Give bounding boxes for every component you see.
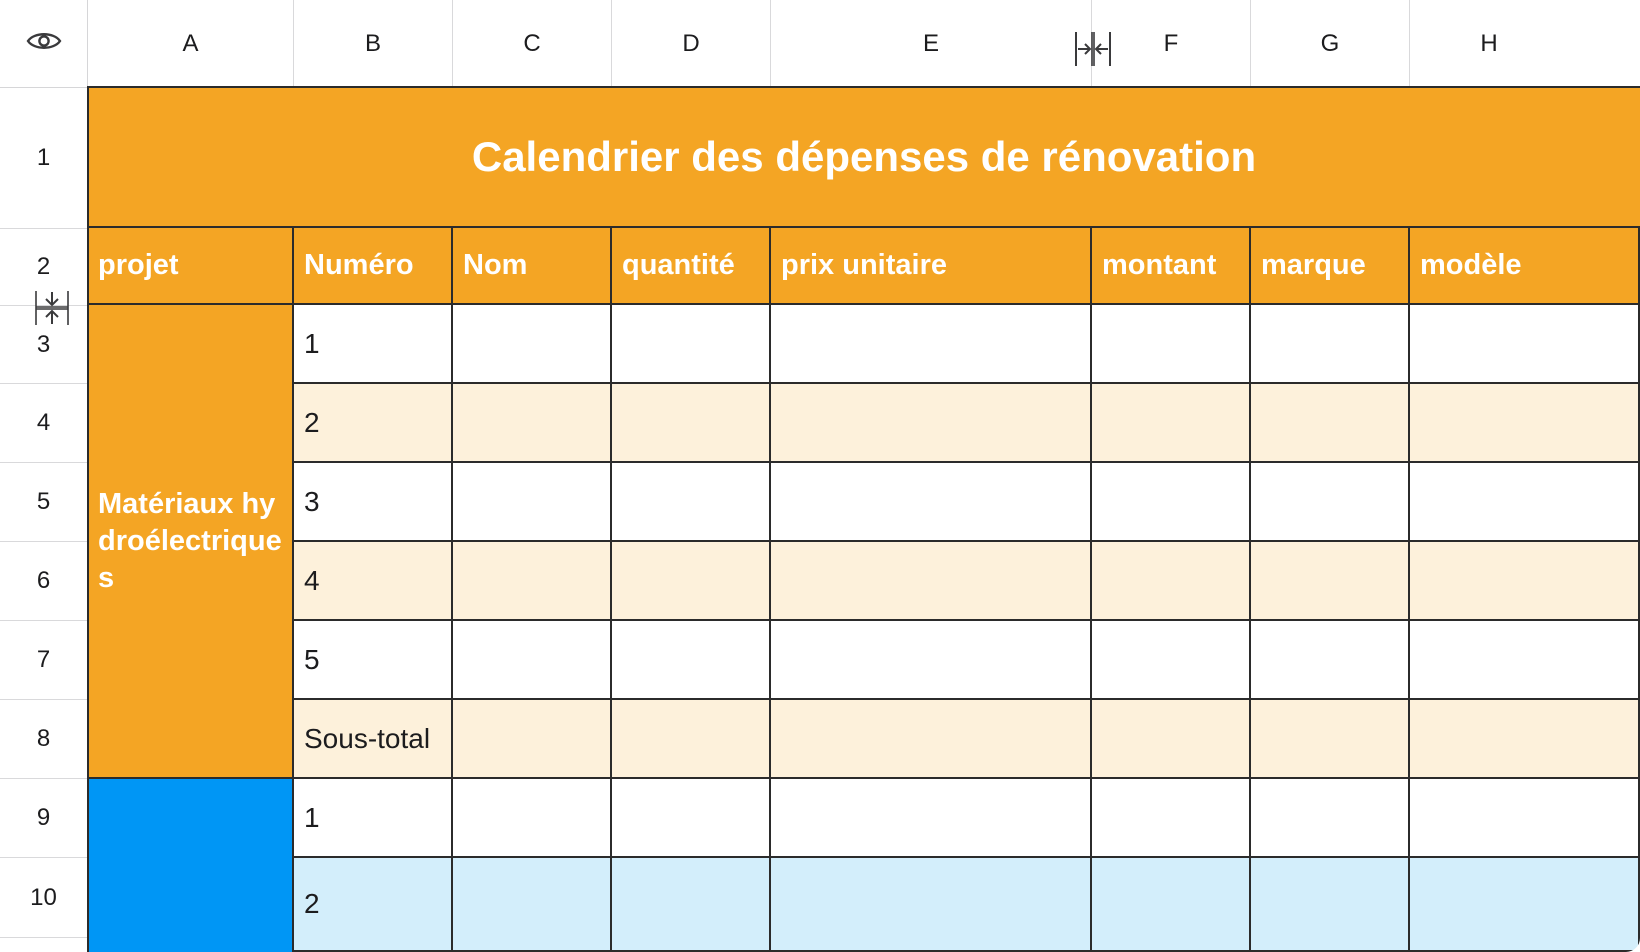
header-cell-nom[interactable] bbox=[453, 228, 612, 305]
column-header-c[interactable] bbox=[453, 0, 612, 88]
project-cell-orange[interactable] bbox=[88, 305, 294, 779]
row-header-4[interactable] bbox=[0, 384, 88, 463]
table-cell[interactable] bbox=[1251, 779, 1410, 858]
numero-cell[interactable] bbox=[294, 700, 453, 779]
header-cell-montant[interactable] bbox=[1092, 228, 1251, 305]
table-cell[interactable] bbox=[612, 621, 771, 700]
table-cell[interactable] bbox=[1092, 858, 1251, 952]
table-cell[interactable] bbox=[1410, 858, 1640, 952]
table-cell[interactable] bbox=[612, 463, 771, 542]
row-header-6[interactable] bbox=[0, 542, 88, 621]
table-cell[interactable] bbox=[612, 305, 771, 384]
numero-value: 5 bbox=[304, 643, 320, 675]
table-cell[interactable] bbox=[453, 700, 612, 779]
column-label: B bbox=[364, 29, 381, 57]
table-cell[interactable] bbox=[1251, 542, 1410, 621]
table-cell[interactable] bbox=[1251, 858, 1410, 952]
project-label: Matériaux hydroélectriques bbox=[98, 487, 282, 594]
table-cell[interactable] bbox=[1092, 384, 1251, 463]
numero-value: 1 bbox=[304, 327, 320, 359]
row-label: 5 bbox=[36, 488, 51, 515]
row-label: 1 bbox=[36, 144, 51, 171]
header-cell-projet[interactable] bbox=[88, 228, 294, 305]
table-cell[interactable] bbox=[612, 542, 771, 621]
table-cell[interactable] bbox=[771, 384, 1092, 463]
numero-cell[interactable] bbox=[294, 621, 453, 700]
table-cell[interactable] bbox=[453, 779, 612, 858]
column-header-g[interactable] bbox=[1251, 0, 1410, 88]
top-border bbox=[87, 86, 1640, 88]
table-cell[interactable] bbox=[453, 463, 612, 542]
table-cell[interactable] bbox=[453, 384, 612, 463]
table-cell[interactable] bbox=[453, 305, 612, 384]
numero-value: 4 bbox=[304, 564, 320, 596]
left-border bbox=[87, 87, 89, 952]
row-header-1[interactable] bbox=[0, 88, 88, 229]
header-label: prix unitaire bbox=[781, 249, 947, 281]
table-cell[interactable] bbox=[1410, 700, 1640, 779]
header-label: quantité bbox=[622, 249, 735, 281]
header-corner[interactable] bbox=[0, 0, 88, 88]
table-cell[interactable] bbox=[1251, 305, 1410, 384]
row-label: 10 bbox=[30, 883, 57, 911]
row-header-9[interactable] bbox=[0, 779, 88, 858]
table-cell[interactable] bbox=[771, 542, 1092, 621]
row-label: 6 bbox=[36, 567, 51, 594]
column-header-b[interactable] bbox=[294, 0, 453, 88]
header-label: projet bbox=[98, 249, 179, 281]
table-cell[interactable] bbox=[453, 621, 612, 700]
table-cell[interactable] bbox=[1410, 463, 1640, 542]
table-cell[interactable] bbox=[612, 779, 771, 858]
table-cell[interactable] bbox=[771, 779, 1092, 858]
row-label: 4 bbox=[36, 409, 51, 436]
header-label: marque bbox=[1261, 249, 1366, 281]
numero-value: 2 bbox=[304, 888, 320, 919]
table-cell[interactable] bbox=[1092, 621, 1251, 700]
column-label: F bbox=[1163, 29, 1179, 57]
table-cell[interactable] bbox=[1410, 621, 1640, 700]
table-cell[interactable] bbox=[771, 305, 1092, 384]
column-header-d[interactable] bbox=[612, 0, 771, 88]
column-header-f[interactable] bbox=[1092, 0, 1251, 88]
table-cell[interactable] bbox=[1092, 542, 1251, 621]
column-header-h[interactable] bbox=[1410, 0, 1640, 88]
column-label: A bbox=[182, 29, 199, 57]
table-cell[interactable] bbox=[1251, 700, 1410, 779]
table-cell[interactable] bbox=[1251, 621, 1410, 700]
header-label: montant bbox=[1102, 249, 1217, 281]
numero-cell[interactable] bbox=[294, 463, 453, 542]
table-cell[interactable] bbox=[453, 858, 612, 952]
column-header-e[interactable] bbox=[771, 0, 1092, 88]
table-title-cell[interactable] bbox=[88, 87, 1640, 228]
eye-icon[interactable] bbox=[26, 29, 62, 58]
row-label: 9 bbox=[36, 804, 51, 831]
column-resize-icon[interactable] bbox=[1073, 30, 1113, 73]
row-resize-icon[interactable] bbox=[35, 290, 69, 331]
numero-value: 3 bbox=[304, 485, 320, 517]
table-cell[interactable] bbox=[1092, 700, 1251, 779]
row-label: 7 bbox=[36, 646, 51, 673]
table-cell[interactable] bbox=[612, 858, 771, 952]
header-cell-numero[interactable] bbox=[294, 228, 453, 305]
header-cell-marque[interactable] bbox=[1251, 228, 1410, 305]
table-cell[interactable] bbox=[1410, 384, 1640, 463]
numero-cell[interactable] bbox=[294, 858, 453, 952]
header-label: Nom bbox=[463, 249, 528, 281]
table-title: Calendrier des dépenses de rénovation bbox=[471, 132, 1257, 180]
column-label: D bbox=[682, 29, 700, 57]
column-label: G bbox=[1320, 29, 1340, 57]
numero-value: 2 bbox=[304, 406, 320, 438]
numero-value: Sous-total bbox=[304, 722, 431, 754]
header-label: modèle bbox=[1420, 249, 1522, 281]
header-cell-prix-unitaire[interactable] bbox=[771, 228, 1092, 305]
row-header-10[interactable] bbox=[0, 858, 88, 938]
column-label: E bbox=[922, 29, 939, 57]
header-cell-quantite[interactable] bbox=[612, 228, 771, 305]
numero-value: 1 bbox=[304, 801, 320, 833]
table-cell[interactable] bbox=[771, 858, 1092, 952]
column-label: C bbox=[523, 29, 541, 57]
numero-cell[interactable] bbox=[294, 542, 453, 621]
row-label: 2 bbox=[36, 253, 51, 280]
table-cell[interactable] bbox=[1251, 463, 1410, 542]
table-cell[interactable] bbox=[1410, 779, 1640, 858]
header-cell-modele[interactable] bbox=[1410, 228, 1640, 305]
header-label: Numéro bbox=[304, 249, 414, 281]
row-header-5[interactable] bbox=[0, 463, 88, 542]
table-cell[interactable] bbox=[1092, 305, 1251, 384]
table-cell[interactable] bbox=[771, 700, 1092, 779]
row-label: 3 bbox=[36, 330, 51, 358]
table-cell[interactable] bbox=[1410, 305, 1640, 384]
numero-cell[interactable] bbox=[294, 384, 453, 463]
table-cell[interactable] bbox=[771, 463, 1092, 542]
numero-cell[interactable] bbox=[294, 779, 453, 858]
table-cell[interactable] bbox=[1092, 463, 1251, 542]
column-header-a[interactable] bbox=[88, 0, 294, 88]
row-label: 8 bbox=[36, 725, 51, 752]
numero-cell[interactable] bbox=[294, 305, 453, 384]
table-cell[interactable] bbox=[453, 542, 612, 621]
row-header-7[interactable] bbox=[0, 621, 88, 700]
table-cell[interactable] bbox=[1092, 779, 1251, 858]
table-cell[interactable] bbox=[612, 700, 771, 779]
row-header-8[interactable] bbox=[0, 700, 88, 779]
column-label: H bbox=[1480, 29, 1498, 57]
table-cell[interactable] bbox=[1251, 384, 1410, 463]
table-cell[interactable] bbox=[1410, 542, 1640, 621]
table-cell[interactable] bbox=[771, 621, 1092, 700]
project-cell-blue[interactable] bbox=[88, 779, 294, 952]
table-cell[interactable] bbox=[612, 384, 771, 463]
